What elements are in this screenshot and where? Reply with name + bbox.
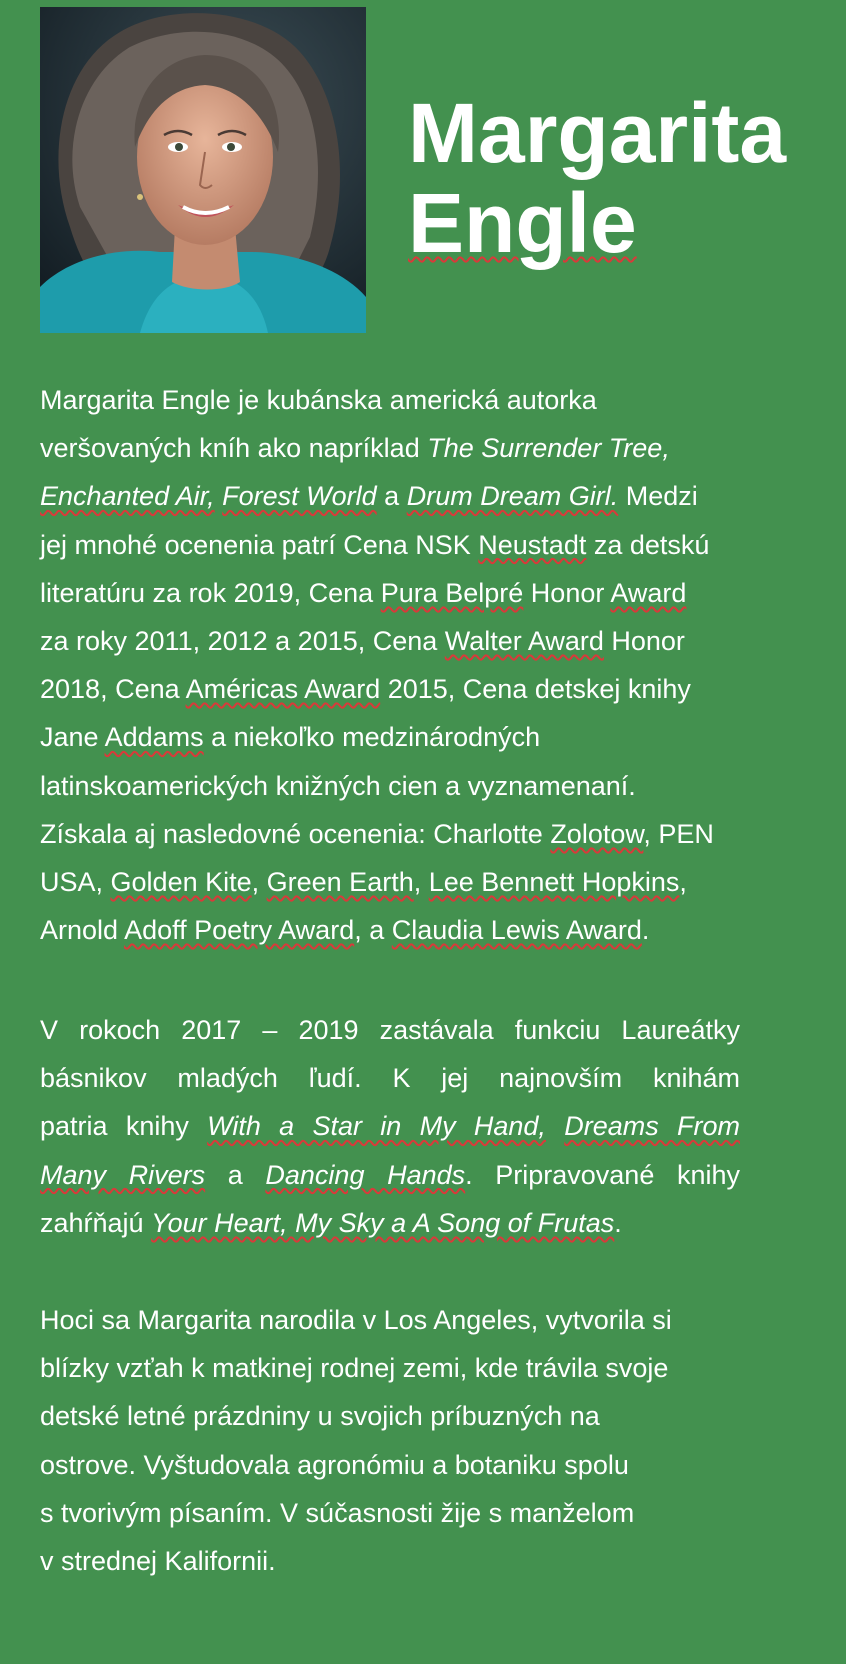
text-run: Honor — [523, 577, 611, 608]
text-run: . Pripravované knihy — [465, 1159, 740, 1190]
author-portrait — [40, 7, 366, 333]
text-run: 2015, Cena detskej knihy — [380, 674, 691, 705]
text-line — [40, 1199, 740, 1247]
text-run: USA, — [40, 867, 111, 898]
text-line: latinskoamerických knižných cien a vyznamenaní. — [40, 770, 636, 801]
text-run: a — [205, 1159, 266, 1190]
text-line — [40, 424, 810, 472]
book-title: Your Heart, My Sky a A Song of Frutas — [151, 1207, 615, 1238]
text-line — [40, 858, 810, 906]
bio-paragraph-1 — [40, 376, 810, 954]
award-name: Américas Award — [185, 674, 381, 705]
text-line — [40, 472, 810, 520]
award-name: Adoff Poetry Award — [124, 915, 355, 946]
text-run: , a — [354, 915, 392, 946]
book-title: Forest World — [222, 481, 377, 512]
text-run: . — [641, 915, 650, 946]
text-line: Hoci sa Margarita narodila v Los Angeles, vytvorila si — [40, 1305, 672, 1335]
text-run: . — [614, 1207, 622, 1238]
book-title: Many Rivers — [40, 1159, 206, 1190]
text-run — [215, 481, 223, 511]
text-line — [40, 1102, 740, 1150]
text-line — [40, 569, 810, 617]
text-line: Margarita Engle je kubánska americká autorka — [40, 385, 597, 415]
award-name: Lee Bennett Hopkins — [428, 867, 680, 898]
text-run: zahŕňajú — [40, 1207, 152, 1238]
text-run: , — [679, 867, 687, 898]
text-line: blízky vzťah k matkinej rodnej zemi, kde trávila svoje — [40, 1353, 669, 1384]
text-line — [40, 521, 810, 569]
text-line — [40, 1151, 740, 1199]
text-line — [40, 665, 810, 713]
award-name: Claudia Lewis Award — [391, 915, 642, 946]
text-line — [40, 617, 810, 665]
award-name: Golden Kite — [110, 867, 252, 898]
author-first-name: Margarita — [408, 86, 787, 180]
book-title: Dreams From — [564, 1111, 740, 1142]
text-run: Jane — [40, 722, 105, 753]
text-run: , PEN — [643, 818, 714, 849]
text-run: veršovaných kníh ako napríklad — [40, 433, 428, 464]
portrait-illustration — [40, 7, 366, 333]
author-last-name: Engle — [408, 176, 637, 270]
book-title: Dancing Hands — [265, 1159, 466, 1190]
award-name: Pura Belpré — [380, 577, 524, 608]
text-run: Honor — [603, 626, 685, 657]
award-name: Green Earth — [266, 867, 414, 898]
author-name — [408, 88, 786, 268]
text-run: za detskú — [586, 529, 710, 560]
book-title: Drum Dream Girl. — [406, 481, 619, 512]
text-run: , — [413, 867, 429, 898]
text-run — [546, 1111, 564, 1141]
text-line — [40, 713, 810, 761]
award-name: Walter Award — [444, 626, 604, 657]
text-run: patria knihy — [40, 1111, 208, 1142]
text-run: 2018, Cena — [40, 674, 186, 705]
text-line — [40, 906, 810, 954]
bio-paragraph-3 — [40, 1296, 780, 1585]
bio-paragraph-2 — [40, 1006, 740, 1247]
text-line: ostrove. Vyštudovala agronómiu a botaniku spolu — [40, 1449, 629, 1480]
award-name: Neustadt — [478, 529, 587, 560]
text-line: detské letné prázdniny u svojich príbuzných na — [40, 1401, 600, 1432]
text-run: literatúru za rok 2019, Cena — [40, 577, 381, 608]
text-run: Získala aj nasledovné ocenenia: Charlotte — [40, 818, 551, 849]
text-line — [40, 810, 810, 858]
text-line: básnikov mladých ľudí. K jej najnovším knihám — [40, 1063, 740, 1094]
text-line: v strednej Kalifornii. — [40, 1546, 276, 1577]
book-title: With a Star in My Hand, — [207, 1111, 546, 1142]
book-title — [427, 433, 670, 463]
text-run: a niekoľko medzinárodných — [203, 722, 541, 753]
award-name: Zolotow — [550, 818, 644, 849]
text-run: Arnold — [40, 915, 125, 946]
book-title-text: The Surrender Tree, — [427, 433, 670, 464]
text-run: a — [376, 481, 407, 512]
text-line: s tvorivým písaním. V súčasnosti žije s manželom — [40, 1497, 635, 1528]
text-run: jej mnohé ocenenia patrí Cena NSK — [40, 529, 479, 560]
text-run: Medzi — [618, 481, 698, 512]
award-name: Award — [610, 577, 687, 608]
text-run: , — [251, 867, 267, 898]
text-run: za roky 2011, 2012 a 2015, Cena — [40, 626, 445, 657]
text-line: V rokoch 2017 – 2019 zastávala funkciu Laureátky — [40, 1015, 740, 1045]
award-name: Addams — [104, 722, 204, 753]
book-title: Enchanted Air, — [40, 481, 215, 512]
